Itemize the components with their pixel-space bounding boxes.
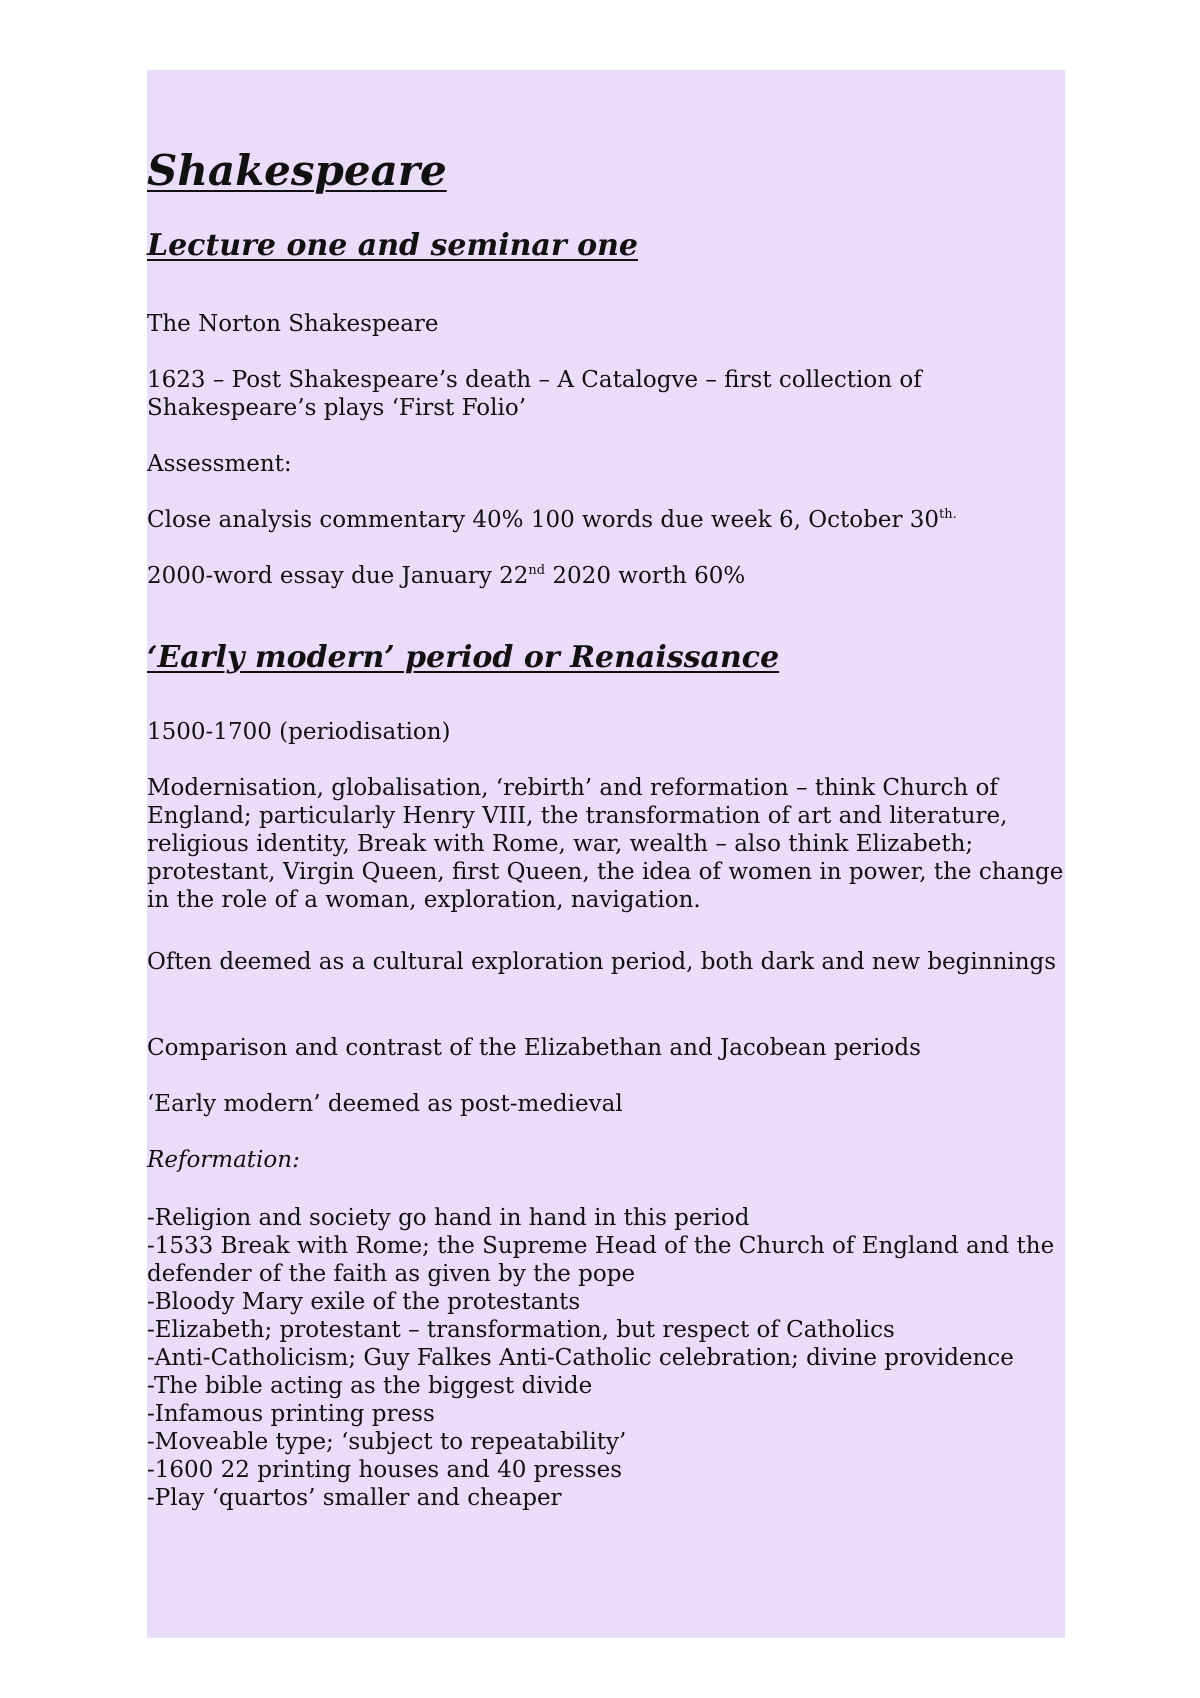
list-item: -Anti-Catholicism; Guy Falkes Anti-Catholic celebration; divine providence <box>147 1345 1014 1371</box>
post-medieval-line: ‘Early modern’ deemed as post-medieval <box>147 1091 623 1117</box>
commentary-line <box>147 506 1065 534</box>
first-folio-paragraph: 1623 – Post Shakespeare’s death – A Catalogve – first collection of Shakespeare’s plays ‘First Folio’ <box>147 367 922 421</box>
text-book-line: The Norton Shakespeare <box>147 311 439 337</box>
list-item: -Bloody Mary exile of the protestants <box>147 1289 581 1315</box>
list-item: -1533 Break with Rome; the Supreme Head of the Church of England and the defender of the faith as given by the pope <box>147 1233 1055 1287</box>
document-page <box>147 70 1065 1638</box>
essay-line <box>147 562 1065 590</box>
document-title: Shakespeare <box>147 146 447 195</box>
list-item: -Play ‘quartos’ smaller and cheaper <box>147 1485 562 1511</box>
reformation-list <box>147 1204 1065 1512</box>
list-item: -The bible acting as the biggest divide <box>147 1373 593 1399</box>
document-subtitle: Lecture one and seminar one <box>147 228 639 263</box>
list-item: -Elizabeth; protestant – transformation, but respect of Catholics <box>147 1317 895 1343</box>
list-item: -Infamous printing press <box>147 1401 435 1427</box>
commentary-superscript: th. <box>939 507 957 522</box>
assessment-label: Assessment: <box>147 451 292 477</box>
essay-superscript: nd <box>528 563 546 578</box>
commentary-text: Close analysis commentary 40% 100 words due week 6, October 30 <box>147 507 940 533</box>
reformation-label: Reformation: <box>147 1147 300 1173</box>
essay-text-pre: 2000-word essay due January 22 <box>147 563 529 589</box>
list-item: -Moveable type; ‘subject to repeatability’ <box>147 1429 627 1455</box>
list-item: -Religion and society go hand in hand in this period <box>147 1205 750 1231</box>
cultural-paragraph: Often deemed as a cultural exploration period, both dark and new beginnings <box>147 949 1057 975</box>
essay-text-post: 2020 worth 60% <box>545 563 746 589</box>
modernisation-paragraph: Modernisation, globalisation, ‘rebirth’ and reformation – think Church of England; particularly Henry VIII, the transformation of art and literature, religious identity, Break with Rome, war, wealth – also think Elizabeth; protestant, Virgin Queen, first Queen, the idea of women in power, the change in the role of a woman, exploration, navigation. <box>147 775 1064 913</box>
comparison-line: Comparison and contrast of the Elizabethan and Jacobean periods <box>147 1035 921 1061</box>
list-item: -1600 22 printing houses and 40 presses <box>147 1457 623 1483</box>
section-heading: ‘Early modern’ period or Renaissance <box>147 640 780 675</box>
periodisation-line: 1500-1700 (periodisation) <box>147 719 451 745</box>
